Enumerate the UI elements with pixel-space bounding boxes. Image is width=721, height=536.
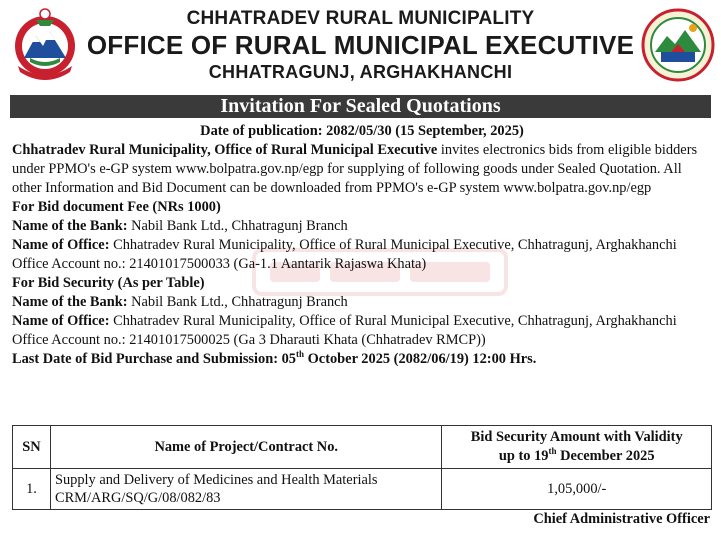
bank-label: Name of the Bank:: [12, 294, 128, 310]
contract-number: CRM/ARG/SQ/G/08/082/83: [54, 490, 221, 506]
office-label: Name of Office:: [12, 237, 110, 253]
bank-value: Nabil Bank Ltd., Chhatragunj Branch: [127, 218, 348, 234]
table-row: [13, 469, 712, 510]
office-name: OFFICE OF RURAL MUNICIPAL EXECUTIVE: [86, 30, 635, 60]
bank-label: Name of the Bank:: [12, 218, 128, 234]
deadline-text: Last Date of Bid Purchase and Submission: 05: [12, 351, 296, 367]
office-location: CHHATRAGUNJ, ARGHAKHANCHI: [208, 62, 513, 82]
publication-date: Date of publication: 2082/05/30 (15 September, 2025): [200, 123, 524, 139]
col-name-header: Name of Project/Contract No.: [50, 426, 441, 469]
office-value: Chhatradev Rural Municipality, Office of Rural Municipal Executive, Chhatragunj, Arghakhanchi: [109, 313, 677, 329]
amount-header-line2: up to 19: [498, 448, 549, 464]
submission-deadline: [12, 350, 712, 369]
notice-body: [12, 122, 712, 369]
table-header-row: [13, 426, 712, 469]
bid-security-account: Office Account no.: 21401017500025 (Ga 3 Dharauti Khata (Chhatradev RMCP)): [12, 332, 486, 348]
office-label: Name of Office:: [12, 313, 110, 329]
notice-title-banner: Invitation For Sealed Quotations: [10, 95, 711, 118]
doc-fee-bank: [12, 217, 712, 236]
bid-security-bank: [12, 293, 712, 312]
intro-paragraph: [12, 141, 712, 198]
bid-security-office: [12, 312, 712, 331]
row-project: [50, 469, 441, 510]
row-amount: 1,05,000/-: [442, 469, 712, 510]
deadline-text-end: October 2025 (2082/06/19) 12:00 Hrs.: [304, 351, 537, 367]
row-sn: 1.: [13, 469, 51, 510]
intro-text: invites electronics bids from eligible bidders under PPMO's e-GP system www.bolpatra.gov.np/egp for supplying of following goods under Sealed Quotation. All other Information and Bid Document can be downloaded from PPMO's e-GP system www.bolpatra.gov.np/egp: [12, 142, 698, 196]
municipality-logo-icon: [641, 8, 715, 82]
amount-header-line2-end: December 2025: [556, 448, 655, 464]
bank-value: Nabil Bank Ltd., Chhatragunj Branch: [127, 294, 348, 310]
doc-fee-account: Office Account no.: 21401017500033 (Ga-1.1 Aantarik Rajaswa Khata): [12, 256, 427, 272]
bid-security-heading: For Bid Security (As per Table): [12, 275, 205, 291]
col-sn-header: SN: [13, 426, 51, 469]
col-amount-header: [442, 426, 712, 469]
amount-header-line1: Bid Security Amount with Validity: [470, 429, 683, 445]
intro-issuer: Chhatradev Rural Municipality, Office of Rural Municipal Executive: [12, 142, 438, 158]
office-value: Chhatradev Rural Municipality, Office of Rural Municipal Executive, Chhatragunj, Arghakhanchi: [109, 237, 677, 253]
doc-fee-office: [12, 236, 712, 255]
municipality-name: CHHATRADEV RURAL MUNICIPALITY: [186, 8, 535, 29]
doc-fee-heading: For Bid document Fee (NRs 1000): [12, 199, 221, 215]
letterhead: [0, 0, 721, 94]
project-name: Supply and Delivery of Medicines and Health Materials: [54, 472, 378, 488]
contract-table: [12, 425, 712, 510]
deadline-sup: th: [296, 349, 305, 360]
signature-title: Chief Administrative Officer: [533, 511, 710, 527]
amount-header-sup: th: [548, 446, 557, 457]
